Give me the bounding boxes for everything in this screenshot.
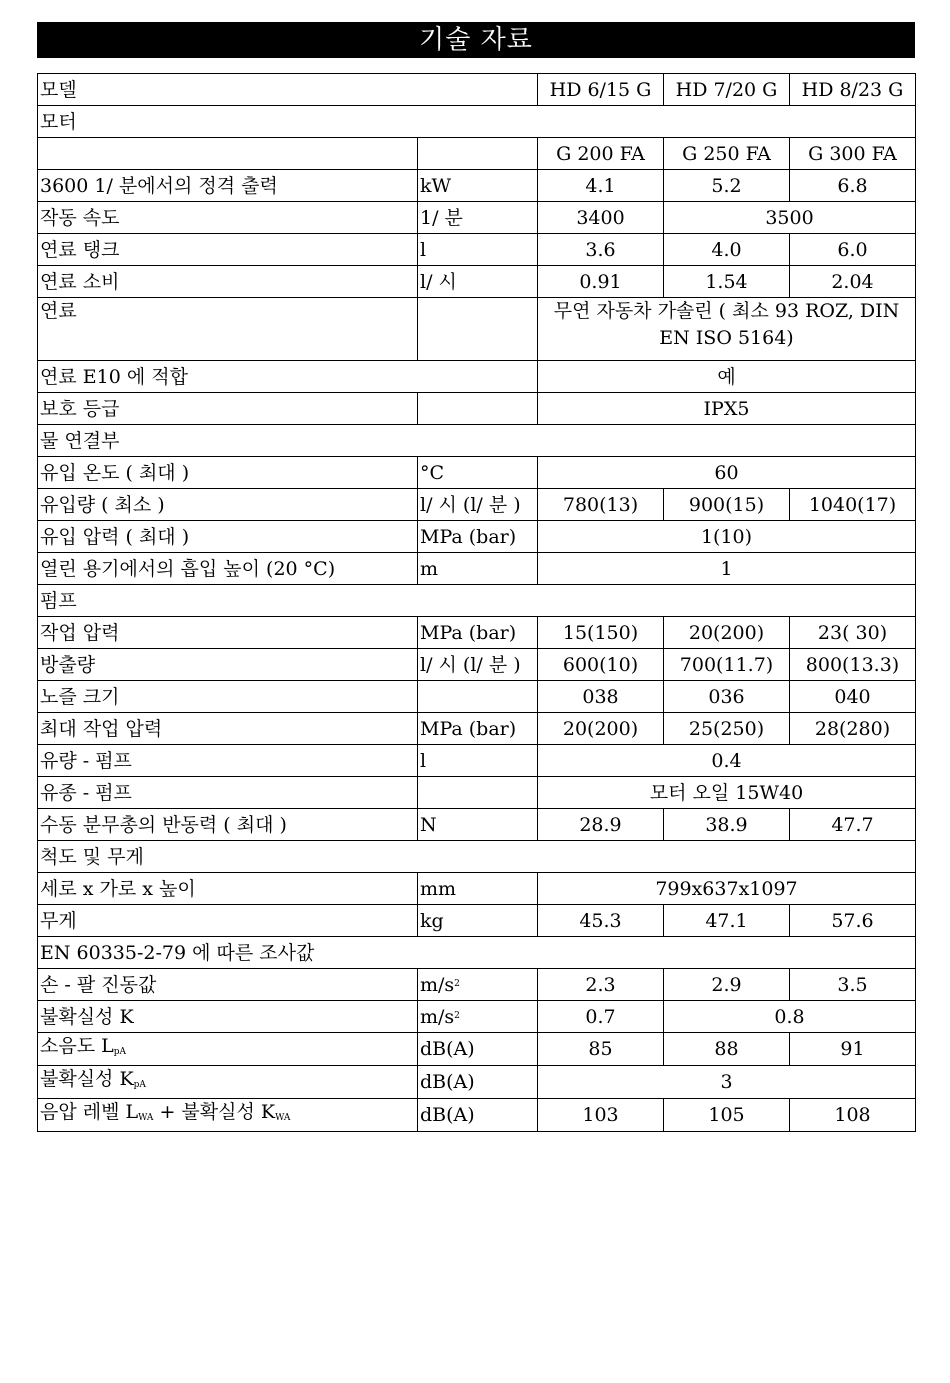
table-row	[38, 202, 916, 234]
model-name: HD 8/23 G	[790, 74, 916, 106]
cell-value: G 200 FA	[538, 138, 664, 170]
cell-value: 4.0	[664, 234, 790, 266]
row-unit	[418, 1001, 538, 1033]
cell-value: 88	[664, 1033, 790, 1066]
row-label: 모델	[38, 74, 538, 106]
row-unit	[418, 777, 538, 809]
cell-value: IPX5	[538, 393, 916, 425]
table-row	[38, 969, 916, 1001]
spec-table	[37, 73, 916, 1132]
table-row	[38, 777, 916, 809]
cell-value: 47.7	[790, 809, 916, 841]
page-title: 기술 자료	[37, 22, 915, 58]
cell-value: 799x637x1097	[538, 873, 916, 905]
row-unit: dB(A)	[418, 1033, 538, 1066]
row-unit: l/ 시	[418, 266, 538, 298]
row-unit: l/ 시 (l/ 분 )	[418, 489, 538, 521]
cell-value: 91	[790, 1033, 916, 1066]
model-name: HD 7/20 G	[664, 74, 790, 106]
section-header: 물 연결부	[38, 425, 916, 457]
section-header: 척도 및 무게	[38, 841, 916, 873]
cell-value: 60	[538, 457, 916, 489]
cell-value: 800(13.3)	[790, 649, 916, 681]
row-unit: l	[418, 745, 538, 777]
row-label: 연료 소비	[38, 266, 418, 298]
row-label: 열린 용기에서의 흡입 높이 (20 °C)	[38, 553, 418, 585]
cell-value: 1(10)	[538, 521, 916, 553]
row-label: 노즐 크기	[38, 681, 418, 713]
cell-value: 6.0	[790, 234, 916, 266]
label-text: + 불확실성 K	[153, 1101, 276, 1123]
table-row	[38, 617, 916, 649]
cell-value: 5.2	[664, 170, 790, 202]
cell-value: G 300 FA	[790, 138, 916, 170]
cell-value: 3500	[664, 202, 916, 234]
row-label: 무게	[38, 905, 418, 937]
row-label: 유입 온도 ( 최대 )	[38, 457, 418, 489]
cell-value: 0.8	[664, 1001, 916, 1033]
table-row	[38, 170, 916, 202]
row-label: 보호 등급	[38, 393, 418, 425]
section-header: EN 60335-2-79 에 따른 조사값	[38, 937, 916, 969]
cell-value: 4.1	[538, 170, 664, 202]
table-row	[38, 809, 916, 841]
table-row	[38, 873, 916, 905]
cell-value: 20(200)	[538, 713, 664, 745]
row-label: 3600 1/ 분에서의 정격 출력	[38, 170, 418, 202]
cell-value: 2.04	[790, 266, 916, 298]
cell-value: 1040(17)	[790, 489, 916, 521]
row-label: 작업 압력	[38, 617, 418, 649]
table-row	[38, 713, 916, 745]
table-row	[38, 138, 916, 170]
cell-value: 28.9	[538, 809, 664, 841]
label-text: 불확실성 K	[40, 1068, 134, 1090]
table-row	[38, 266, 916, 298]
cell-value: 모터 오일 15W40	[538, 777, 916, 809]
cell-value: 2.3	[538, 969, 664, 1001]
table-row	[38, 234, 916, 266]
cell-value: 20(200)	[664, 617, 790, 649]
row-unit: MPa (bar)	[418, 617, 538, 649]
section-header: 펌프	[38, 585, 916, 617]
cell-value: 780(13)	[538, 489, 664, 521]
row-unit: 1/ 분	[418, 202, 538, 234]
table-row	[38, 649, 916, 681]
label-subscript: WA	[275, 1113, 291, 1123]
cell-value: 038	[538, 681, 664, 713]
row-unit: kW	[418, 170, 538, 202]
row-unit: MPa (bar)	[418, 521, 538, 553]
cell-value: 45.3	[538, 905, 664, 937]
model-name: HD 6/15 G	[538, 74, 664, 106]
cell-value: 1	[538, 553, 916, 585]
row-label: 방출량	[38, 649, 418, 681]
row-label	[38, 1066, 418, 1099]
cell-value: 85	[538, 1033, 664, 1066]
table-row	[38, 393, 916, 425]
row-unit	[418, 298, 538, 361]
label-subscript: pA	[133, 1080, 146, 1090]
table-row	[38, 1033, 916, 1066]
cell-value: 0.4	[538, 745, 916, 777]
table-row	[38, 298, 916, 361]
cell-value: 600(10)	[538, 649, 664, 681]
label-text: 소음도 L	[40, 1035, 114, 1057]
row-label	[38, 138, 418, 170]
row-label: 최대 작업 압력	[38, 713, 418, 745]
cell-value: 6.8	[790, 170, 916, 202]
cell-value: 105	[664, 1099, 790, 1132]
cell-value: 2.9	[664, 969, 790, 1001]
row-label: 유입량 ( 최소 )	[38, 489, 418, 521]
row-label: 연료	[38, 298, 418, 361]
section-row	[38, 425, 916, 457]
unit-text: m/s	[420, 974, 455, 996]
cell-value: 0.91	[538, 266, 664, 298]
table-row	[38, 1001, 916, 1033]
row-unit	[418, 138, 538, 170]
unit-superscript: 2	[454, 1011, 460, 1021]
row-unit: N	[418, 809, 538, 841]
table-row	[38, 489, 916, 521]
cell-value: 무연 자동차 가솔린 ( 최소 93 ROZ, DIN EN ISO 5164)	[538, 298, 916, 361]
row-unit: kg	[418, 905, 538, 937]
row-label: 세로 x 가로 x 높이	[38, 873, 418, 905]
row-label: 작동 속도	[38, 202, 418, 234]
table-row	[38, 553, 916, 585]
table-row	[38, 1099, 916, 1132]
cell-value: 036	[664, 681, 790, 713]
cell-value: 47.1	[664, 905, 790, 937]
cell-value: 700(11.7)	[664, 649, 790, 681]
row-unit	[418, 969, 538, 1001]
unit-text: m/s	[420, 1006, 455, 1028]
table-row	[38, 681, 916, 713]
table-row	[38, 1066, 916, 1099]
row-unit: m	[418, 553, 538, 585]
row-unit: l/ 시 (l/ 분 )	[418, 649, 538, 681]
table-row	[38, 361, 916, 393]
cell-value: 3.6	[538, 234, 664, 266]
row-unit: dB(A)	[418, 1099, 538, 1132]
row-unit: dB(A)	[418, 1066, 538, 1099]
cell-value: G 250 FA	[664, 138, 790, 170]
row-unit: l	[418, 234, 538, 266]
label-subscript: pA	[113, 1047, 126, 1057]
table-row	[38, 745, 916, 777]
row-label: 유입 압력 ( 최대 )	[38, 521, 418, 553]
cell-value: 040	[790, 681, 916, 713]
cell-value: 57.6	[790, 905, 916, 937]
row-label: 불확실성 K	[38, 1001, 418, 1033]
row-unit: MPa (bar)	[418, 713, 538, 745]
cell-value: 1.54	[664, 266, 790, 298]
cell-value: 900(15)	[664, 489, 790, 521]
cell-value: 28(280)	[790, 713, 916, 745]
section-row	[38, 937, 916, 969]
cell-value: 25(250)	[664, 713, 790, 745]
row-label: 유종 - 펌프	[38, 777, 418, 809]
cell-value: 23( 30)	[790, 617, 916, 649]
row-label	[38, 1033, 418, 1066]
row-unit	[418, 681, 538, 713]
row-unit	[418, 393, 538, 425]
row-label	[38, 1099, 418, 1132]
unit-superscript: 2	[454, 979, 460, 989]
cell-value: 3400	[538, 202, 664, 234]
cell-value: 103	[538, 1099, 664, 1132]
cell-value: 3.5	[790, 969, 916, 1001]
row-unit: °C	[418, 457, 538, 489]
section-row	[38, 106, 916, 138]
row-label: 수동 분무총의 반동력 ( 최대 )	[38, 809, 418, 841]
row-label: 손 - 팔 진동값	[38, 969, 418, 1001]
cell-value: 예	[538, 361, 916, 393]
row-label: 연료 탱크	[38, 234, 418, 266]
cell-value: 0.7	[538, 1001, 664, 1033]
table-row	[38, 521, 916, 553]
row-unit: mm	[418, 873, 538, 905]
section-row	[38, 841, 916, 873]
table-row	[38, 74, 916, 106]
cell-value: 108	[790, 1099, 916, 1132]
table-row	[38, 905, 916, 937]
cell-value: 38.9	[664, 809, 790, 841]
label-text: 음압 레벨 L	[40, 1101, 139, 1123]
cell-value: 3	[538, 1066, 916, 1099]
section-row	[38, 585, 916, 617]
table-row	[38, 457, 916, 489]
label-subscript: WA	[138, 1113, 154, 1123]
section-header: 모터	[38, 106, 916, 138]
row-label: 연료 E10 에 적합	[38, 361, 538, 393]
row-label: 유량 - 펌프	[38, 745, 418, 777]
cell-value: 15(150)	[538, 617, 664, 649]
